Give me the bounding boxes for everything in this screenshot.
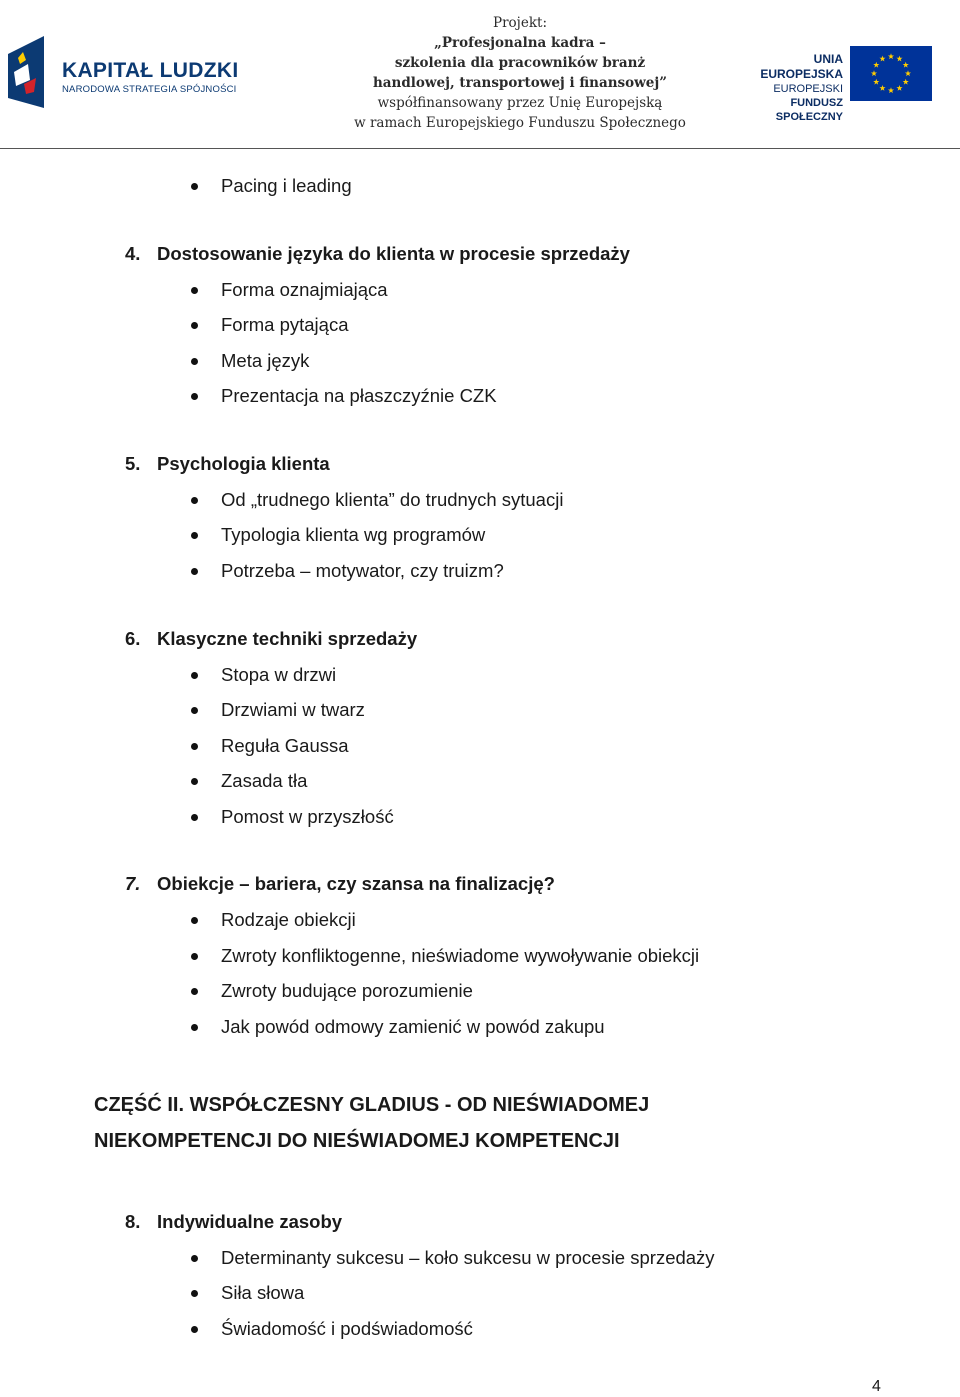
list-item: Drzwiami w twarz	[221, 699, 365, 720]
kapital-ludzki-logo-icon	[4, 34, 46, 110]
bullet-icon	[191, 814, 198, 821]
project-funding-line2: w ramach Europejskiego Funduszu Społecznego	[354, 115, 686, 131]
bullet-icon	[191, 1326, 198, 1333]
page-header	[0, 0, 960, 150]
section-title: Obiekcje – bariera, czy szansa na finalizację?	[157, 873, 555, 894]
list-item: Pacing i leading	[221, 175, 352, 196]
bullet-icon	[191, 393, 198, 400]
list-item: Typologia klienta wg programów	[221, 524, 486, 545]
project-title-line3: handlowej, transportowej i finansowej”	[372, 75, 668, 91]
page-number: 4	[872, 1378, 881, 1395]
list-item: Zasada tła	[221, 770, 308, 791]
bullet-icon	[191, 1290, 198, 1297]
list-item: Pomost w przyszłość	[221, 806, 394, 827]
list-item: Forma pytająca	[221, 314, 349, 335]
project-info	[315, 13, 725, 133]
bullet-icon	[191, 532, 198, 539]
list-item: Forma oznajmiająca	[221, 279, 388, 300]
project-funding-line1: współfinansowany przez Unię Europejską	[377, 95, 663, 111]
bullet-icon	[191, 988, 198, 995]
eu-label-line3: FUNDUSZ SPOŁECZNY	[775, 97, 843, 123]
header-rule	[0, 148, 960, 149]
list-item: Jak powód odmowy zamienić w powód zakupu	[221, 1016, 605, 1037]
kapital-ludzki-wordmark	[62, 60, 238, 95]
eu-label	[735, 52, 843, 124]
list-item: Potrzeba – motywator, czy truizm?	[221, 560, 504, 581]
bullet-icon	[191, 568, 198, 575]
project-title-line2: szkolenia dla pracowników branż	[394, 55, 646, 71]
bullet-icon	[191, 358, 198, 365]
list-item: Meta język	[221, 350, 310, 371]
project-title-line1: „Profesjonalna kadra –	[434, 35, 606, 51]
bullet-icon	[191, 917, 198, 924]
bullet-icon	[191, 1024, 198, 1031]
list-item: Zwroty konfliktogenne, nieświadome wywoływanie obiekcji	[221, 945, 700, 966]
list-item: Determinanty sukcesu – koło sukcesu w procesie sprzedaży	[221, 1247, 715, 1268]
part-heading-line1: CZĘŚĆ II. WSPÓŁCZESNY GLADIUS - OD NIEŚWIADOMEJ	[94, 1094, 650, 1116]
eu-label-line2: EUROPEJSKI	[773, 83, 843, 95]
list-item: Stopa w drzwi	[221, 664, 337, 685]
bullet-icon	[191, 1255, 198, 1262]
bullet-icon	[191, 778, 198, 785]
eu-label-line1: UNIA EUROPEJSKA	[760, 52, 843, 81]
section-title: Indywidualne zasoby	[157, 1211, 343, 1232]
bullet-icon	[191, 322, 198, 329]
bullet-icon	[191, 743, 198, 750]
section-number: 6.	[125, 628, 141, 649]
section-number: 5.	[125, 453, 141, 474]
section-title: Dostosowanie języka do klienta w procesie sprzedaży	[157, 243, 630, 264]
bullet-icon	[191, 672, 198, 679]
list-item: Świadomość i podświadomość	[221, 1318, 473, 1339]
section-number: 8.	[125, 1211, 141, 1232]
section-title: Klasyczne techniki sprzedaży	[157, 628, 418, 649]
list-item: Rodzaje obiekcji	[221, 909, 356, 930]
part-heading-line2: NIEKOMPETENCJI DO NIEŚWIADOMEJ KOMPETENCJI	[94, 1130, 620, 1152]
bullet-icon	[191, 497, 198, 504]
section-number: 4.	[125, 243, 141, 264]
kapital-ludzki-title: KAPITAŁ LUDZKI	[62, 59, 239, 82]
list-item: Prezentacja na płaszczyźnie CZK	[221, 385, 497, 406]
section-title: Psychologia klienta	[157, 453, 330, 474]
bullet-icon	[191, 287, 198, 294]
list-item: Reguła Gaussa	[221, 735, 349, 756]
eu-flag-icon	[850, 46, 932, 101]
list-item: Siła słowa	[221, 1282, 305, 1303]
project-label: Projekt:	[493, 15, 547, 31]
bullet-icon	[191, 707, 198, 714]
bullet-icon	[191, 953, 198, 960]
bullet-icon	[191, 183, 198, 190]
list-item: Od „trudnego klienta” do trudnych sytuacji	[221, 489, 564, 510]
section-number: 7.	[125, 873, 141, 894]
kapital-ludzki-subtitle: NARODOWA STRATEGIA SPÓJNOŚCI	[62, 84, 237, 95]
list-item: Zwroty budujące porozumienie	[221, 980, 473, 1001]
